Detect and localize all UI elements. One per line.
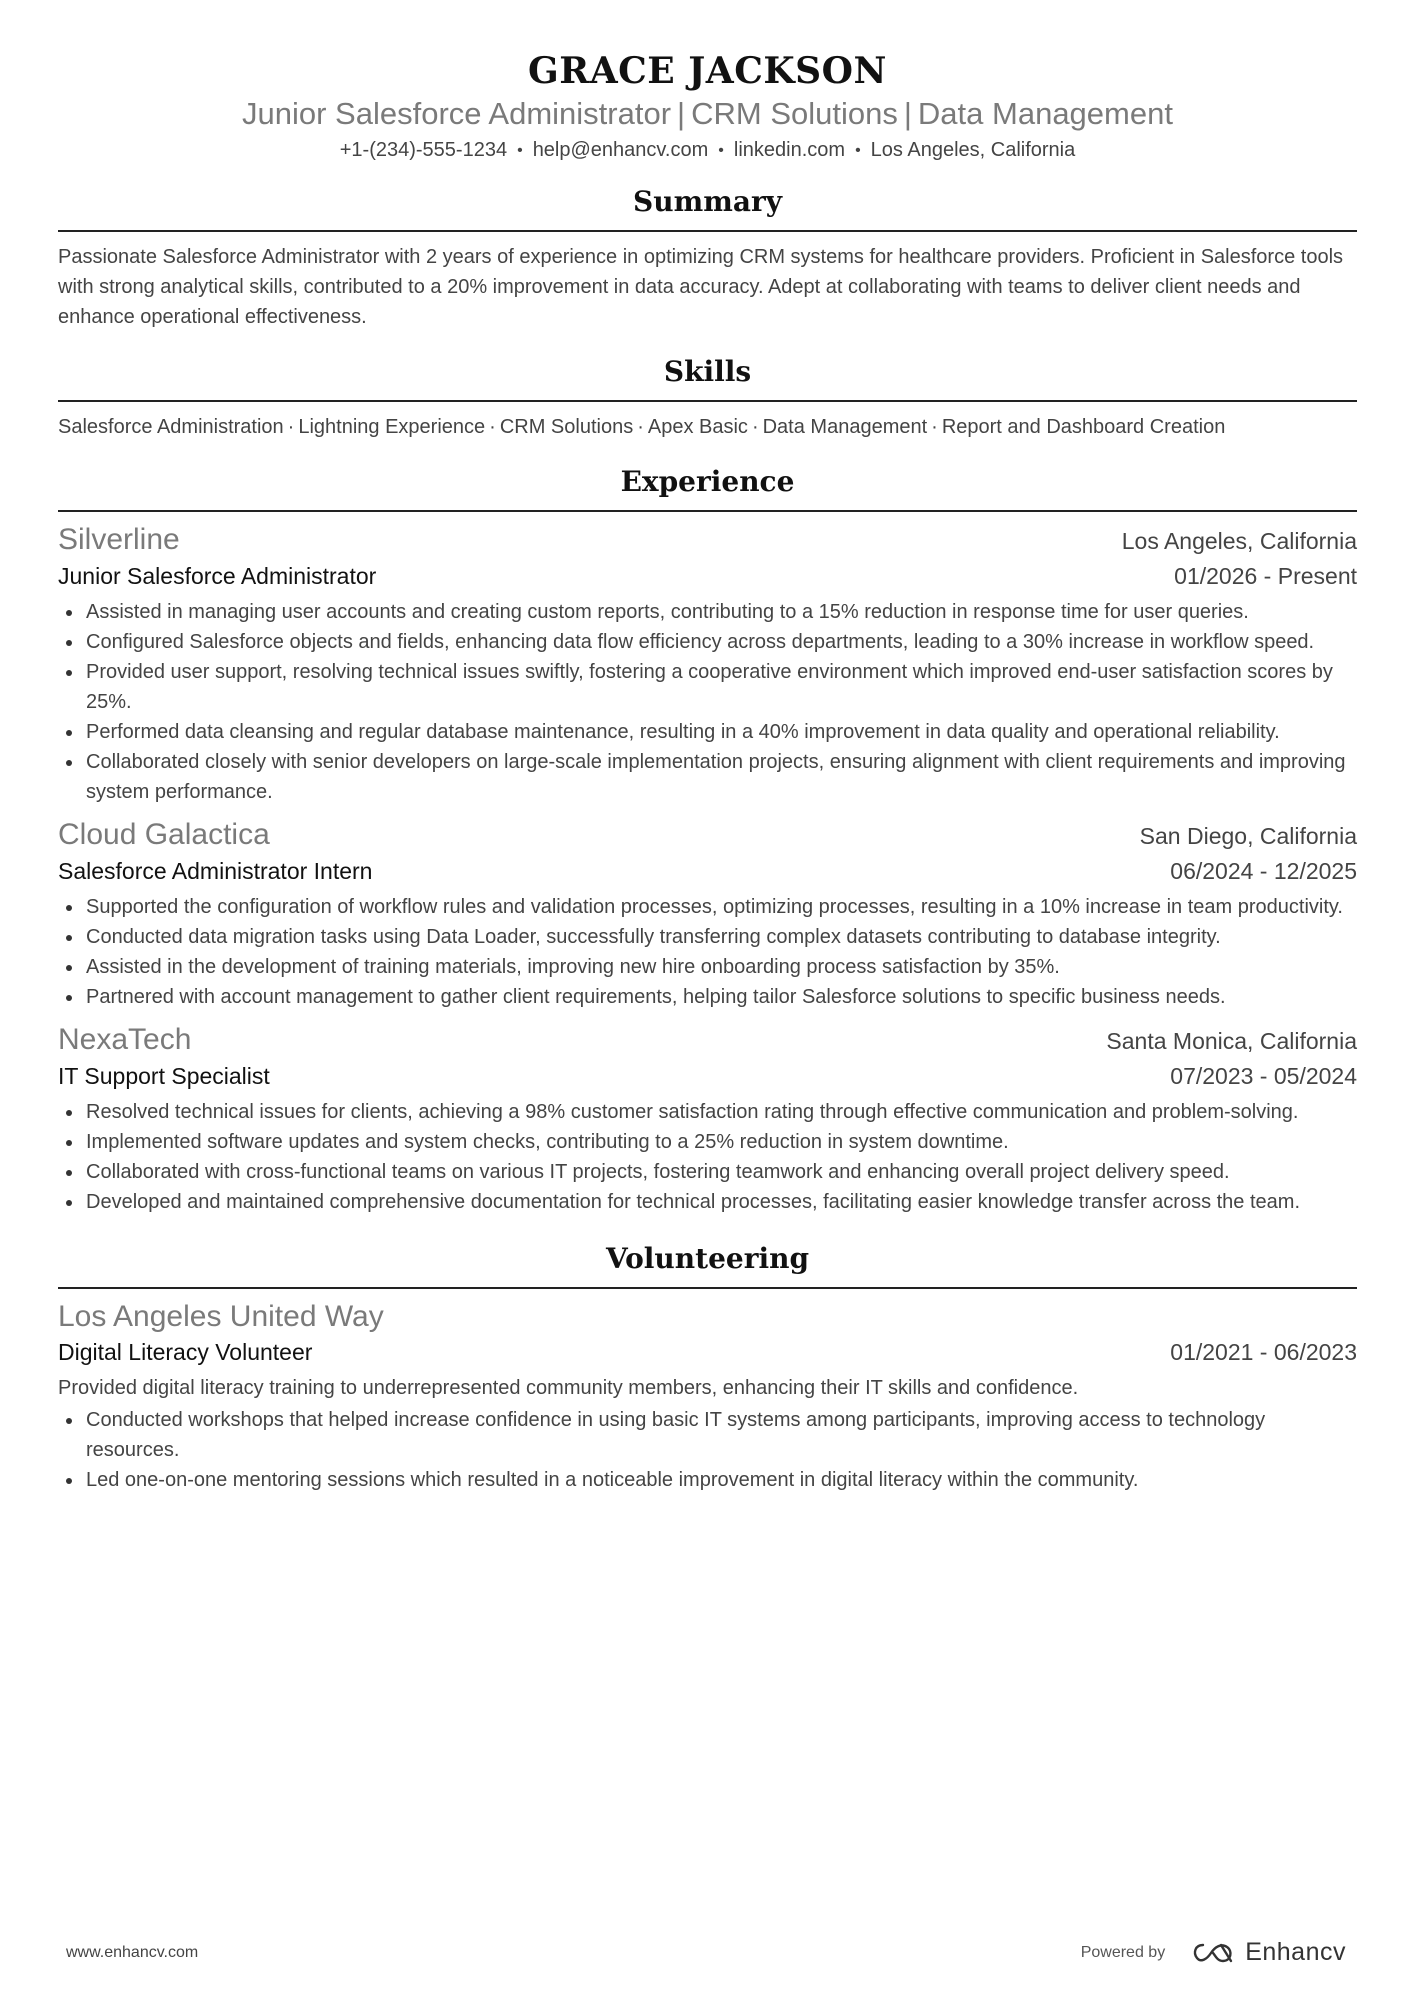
skills-list <box>58 412 1357 442</box>
brand-name: Enhancv <box>1245 1938 1346 1966</box>
list-item: Supported the configuration of workflow rules and validation processes, optimizing processes, resulting in a 10% increase in team productivity. <box>58 892 1357 922</box>
enhancv-logo-icon <box>1191 1941 1237 1965</box>
experience-section <box>58 462 1357 1217</box>
achievement-list <box>58 1097 1357 1217</box>
skill-item: Salesforce Administration <box>58 416 284 438</box>
section-divider <box>58 230 1357 232</box>
section-divider <box>58 400 1357 402</box>
resume-page <box>58 0 1357 1495</box>
job-location: Los Angeles, California <box>1121 528 1357 554</box>
tagline-item: Data Management <box>917 96 1173 131</box>
contact-location: Los Angeles, California <box>870 139 1076 161</box>
experience-entry <box>58 522 1357 807</box>
section-title: Volunteering <box>605 1242 810 1275</box>
experience-entry <box>58 1022 1357 1217</box>
company-name: Cloud Galactica <box>58 818 270 851</box>
list-item: Assisted in managing user accounts and creating custom reports, contributing to a 15% reduction in response time for user queries. <box>58 597 1357 627</box>
volunteering-entry <box>58 1299 1357 1495</box>
footer-brand[interactable] <box>1081 1938 1346 1967</box>
list-item: Performed data cleansing and regular database maintenance, resulting in a 40% improvement in data quality and operational reliability. <box>58 717 1357 747</box>
job-title: Junior Salesforce Administrator <box>58 563 377 589</box>
list-item: Developed and maintained comprehensive documentation for technical processes, facilitating easier knowledge transfer across the team. <box>58 1187 1357 1217</box>
list-item: Provided user support, resolving technical issues swiftly, fostering a cooperative environment which improved end-user satisfaction scores by 25%. <box>58 657 1357 717</box>
skill-separator: · <box>931 416 938 438</box>
job-dates: 07/2023 - 05/2024 <box>1170 1063 1357 1089</box>
list-item: Resolved technical issues for clients, achieving a 98% customer satisfaction rating through effective communication and problem-solving. <box>58 1097 1357 1127</box>
list-item: Conducted workshops that helped increase confidence in using basic IT systems among participants, improving access to technology resources. <box>58 1405 1357 1465</box>
skill-item: Report and Dashboard Creation <box>941 416 1226 438</box>
company-name: Silverline <box>58 523 180 556</box>
skill-separator: · <box>489 416 496 438</box>
contact-email[interactable]: help@enhancv.com <box>532 139 709 161</box>
summary-section <box>58 182 1357 332</box>
job-title: Salesforce Administrator Intern <box>58 858 373 884</box>
list-item: Assisted in the development of training materials, improving new hire onboarding process satisfaction by 35%. <box>58 952 1357 982</box>
achievement-list <box>58 1405 1357 1495</box>
volunteering-section <box>58 1239 1357 1495</box>
list-item: Collaborated closely with senior developers on large-scale implementation projects, ensuring alignment with client requirements and improving system performance. <box>58 747 1357 807</box>
section-title: Summary <box>633 185 782 218</box>
job-location: San Diego, California <box>1139 823 1357 849</box>
skill-separator: · <box>751 416 759 438</box>
job-title: IT Support Specialist <box>58 1063 270 1089</box>
contact-separator: • <box>718 142 724 159</box>
section-title: Experience <box>620 465 795 498</box>
tagline-separator: | <box>903 96 912 131</box>
summary-text: Passionate Salesforce Administrator with 2 years of experience in optimizing CRM systems for healthcare providers. Proficient in Salesforce tools with strong analytical skills, contributed to a 20% improvement in data accuracy. Adept at collaborating with teams to deliver client needs and enhance operational effectiveness. <box>58 246 1344 328</box>
skill-separator: · <box>637 416 644 438</box>
skill-separator: · <box>287 416 295 438</box>
list-item: Conducted data migration tasks using Data Loader, successfully transferring complex datasets contributing to database integrity. <box>58 922 1357 952</box>
job-dates: 06/2024 - 12/2025 <box>1170 858 1357 884</box>
contact-info <box>58 136 1357 166</box>
tagline-separator: | <box>677 96 686 131</box>
list-item: Collaborated with cross-functional teams on various IT projects, fostering teamwork and enhancing overall project delivery speed. <box>58 1157 1357 1187</box>
list-item: Implemented software updates and system checks, contributing to a 25% reduction in system downtime. <box>58 1127 1357 1157</box>
list-item: Partnered with account management to gather client requirements, helping tailor Salesforce solutions to specific business needs. <box>58 982 1357 1012</box>
skill-item: Data Management <box>762 416 928 438</box>
organization-name: Los Angeles United Way <box>58 1300 384 1333</box>
skills-section <box>58 352 1357 442</box>
contact-linkedin[interactable]: linkedin.com <box>733 139 846 161</box>
section-divider <box>58 1287 1357 1289</box>
tagline <box>58 94 1357 134</box>
footer-url-link[interactable]: www.enhancv.com <box>66 1944 199 1961</box>
volunteer-role: Digital Literacy Volunteer <box>58 1339 313 1365</box>
volunteer-description: Provided digital literacy training to underrepresented community members, enhancing their IT skills and confidence. <box>58 1377 1079 1399</box>
list-item: Configured Salesforce objects and fields, enhancing data flow efficiency across departments, leading to a 30% increase in workflow speed. <box>58 627 1357 657</box>
contact-separator: • <box>517 142 523 159</box>
section-divider <box>58 510 1357 512</box>
job-location: Santa Monica, California <box>1106 1028 1357 1054</box>
achievement-list <box>58 892 1357 1012</box>
page-footer <box>66 1938 1346 1968</box>
volunteer-dates: 01/2021 - 06/2023 <box>1170 1339 1357 1365</box>
list-item: Led one-on-one mentoring sessions which resulted in a noticeable improvement in digital literacy within the community. <box>58 1465 1357 1495</box>
section-title: Skills <box>663 355 752 388</box>
candidate-name: GRACE JACKSON <box>528 50 887 92</box>
contact-separator: • <box>855 142 861 159</box>
skill-item: Lightning Experience <box>298 416 486 438</box>
tagline-item: CRM Solutions <box>691 96 898 131</box>
contact-phone: +1-(234)-555-1234 <box>339 139 508 161</box>
skill-item: Apex Basic <box>647 416 748 438</box>
tagline-item: Junior Salesforce Administrator <box>242 96 672 131</box>
skill-item: CRM Solutions <box>499 416 634 438</box>
powered-by-label: Powered by <box>1080 1943 1166 1961</box>
experience-entry <box>58 817 1357 1012</box>
company-name: NexaTech <box>58 1023 192 1056</box>
achievement-list <box>58 597 1357 807</box>
job-dates: 01/2026 - Present <box>1174 563 1357 589</box>
resume-header <box>58 0 1357 166</box>
